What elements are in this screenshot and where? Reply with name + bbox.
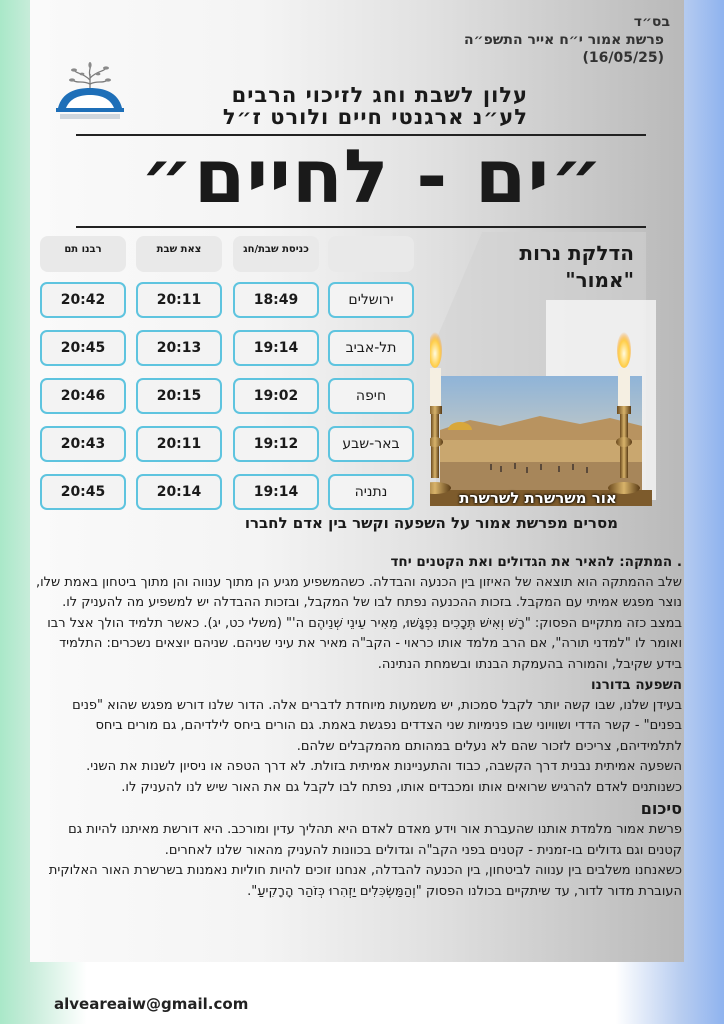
western-wall-candles-image [430, 312, 652, 506]
havdalah-time-cell: 20:14 [136, 474, 222, 510]
rt-time-cell: 20:45 [40, 330, 126, 366]
paragraph: במצב כזה מתקיים הפסוק: "רָשׁ וְאִישׁ תְּכָכִים נִפְגָּשׁוּ, מֵאִיר עֵינֵי שְׁנֵיהֶם ה'" (משלי כט, יג). כאשר תלמיד הולך אצל רבו ואומר לו "למדני תורה", אם הרב מלמד אותו כראוי - הקב"ה מאיר את עיני שניהם. שניהם יוצאים נשכרים: התלמיד בידע שקיבל, והמורה בהעמקת הבנתו ובשמחת הנתינה. [47, 615, 682, 672]
candle-lighting-title [519, 240, 634, 294]
tagline: מסרים מפרשת אמור על השפעה וקשר בין אדם לחברו [244, 514, 618, 532]
city-cell: תל-אביב [328, 330, 414, 366]
paragraph: השפעה אמיתית נבנית דרך הקשבה, כבוד והתעניינות אמיתית בזולת. לא דרך הטפה או ניסיון לשנות את השני. כשנותנים לאדם להרגיש שרואים אותו ומכבדים אותו, נפתח לבו לקבל גם את האור שיש לנו להעניק לו. [86, 759, 682, 795]
main-title: ״ים - לחיים״ [140, 134, 604, 220]
col-header-shabbat-out: צאת שבת [136, 236, 222, 272]
havdalah-time-cell: 20:13 [136, 330, 222, 366]
paragraph: בעידן שלנו, שבו קשה יותר לקבל סמכות, יש משמעות מיוחדת לדברים אלה. הדור שלנו דורש מפגש שהוא "פנים בפנים" - קשר הדדי ושוויוני שבו פנימיות שני הצדדים נפגשת באמת. גם הורים ביחס לילדיהם, גם מורים ביחס לתלמידיהם, צריכים לזכור שהם לא נעלים במהותם מהמקבלים שלהם. [72, 697, 682, 754]
section-heading: סיכום [640, 799, 682, 818]
candle-lighting-line-2: "אמור" [565, 268, 634, 292]
paragraph: פרשת אמור מלמדת אותנו שהעברת אור וידע מאדם לאדם היא תהליך עדין ומורכב. היא דורשת מאיתנו להיות גם קטנים וגם גדולים בו-זמנית - קטנים בפני הקב"ה וגדולים בכוונות להעניק מהאור שלנו לאחרים. [68, 822, 682, 858]
dedication-subtitle [223, 84, 528, 128]
havdalah-time-cell: 20:15 [136, 378, 222, 414]
col-header-city [328, 236, 414, 272]
parasha-date: פרשת אמור י״ח אייר התשפ״ה [464, 32, 664, 48]
candle-time-cell: 19:02 [233, 378, 319, 414]
article-body [34, 552, 682, 902]
havdalah-time-cell: 20:11 [136, 282, 222, 318]
havdalah-time-cell: 20:11 [136, 426, 222, 462]
city-cell: חיפה [328, 378, 414, 414]
paragraph: כשאנחנו משלבים בין ענווה לביטחון, בין הכנעה להבדלה, אנחנו זוכים להיות חוליות נאמנות בשרשרת האור האלוקית העוברת מדור לדור, עד שיתקיים בכולנו הפסוק "וְהַמַּשְׂכִּלִים יַזְהִרוּ כְּזֹהַר הָרָקִיעַ". [48, 863, 682, 899]
city-cell: באר-שבע [328, 426, 414, 462]
candle-time-cell: 19:14 [233, 474, 319, 510]
col-header-rabbeinu-tam: רבנו תם [40, 236, 126, 272]
olive-tree-dome-logo [52, 62, 128, 122]
header-block [464, 14, 670, 66]
rt-time-cell: 20:46 [40, 378, 126, 414]
gregorian-date: (16/05/25) [582, 50, 664, 66]
rt-time-cell: 20:42 [40, 282, 126, 318]
candle-lighting-line-1: הדלקת נרות [519, 241, 634, 265]
section-heading: . המתקה: להאיר את הגדולים ואת הקטנים יחד [390, 554, 682, 570]
rt-time-cell: 20:45 [40, 474, 126, 510]
candle-time-cell: 19:14 [233, 330, 319, 366]
contact-email[interactable]: alveareaiw@gmail.com [54, 995, 249, 1013]
candle-time-cell: 19:12 [233, 426, 319, 462]
divider-bottom [76, 226, 646, 228]
photo-caption: אור משרשרת לשרשרת [459, 489, 617, 507]
bsd-label: בס״ד [633, 14, 670, 30]
candle-time-cell: 18:49 [233, 282, 319, 318]
section-heading: השפעה בדורנו [590, 677, 682, 693]
subtitle-line-1: עלון לשבת וחג לזיכוי הרבים [231, 83, 528, 107]
paragraph: שלב ההמתקה הוא תוצאה של האיזון בין הכנעה והבדלה. כשהמשפיע מגיע הן מתוך ענווה והן מתוך ביטחון באמת שלו, נוצר מפגש אמיתי עם המקבל. בזכות ההכנעה נפתח לבו של המקבל, ובזכות ההבדלה יש למשפיע מה להעניק לו. [35, 574, 682, 610]
subtitle-line-2: לע״נ ארגנטי חיים ולורט ז״ל [222, 105, 528, 129]
col-header-candle-in: כניסת שבת/חג [233, 236, 319, 272]
city-cell: ירושלים [328, 282, 414, 318]
city-cell: נתניה [328, 474, 414, 510]
rt-time-cell: 20:43 [40, 426, 126, 462]
